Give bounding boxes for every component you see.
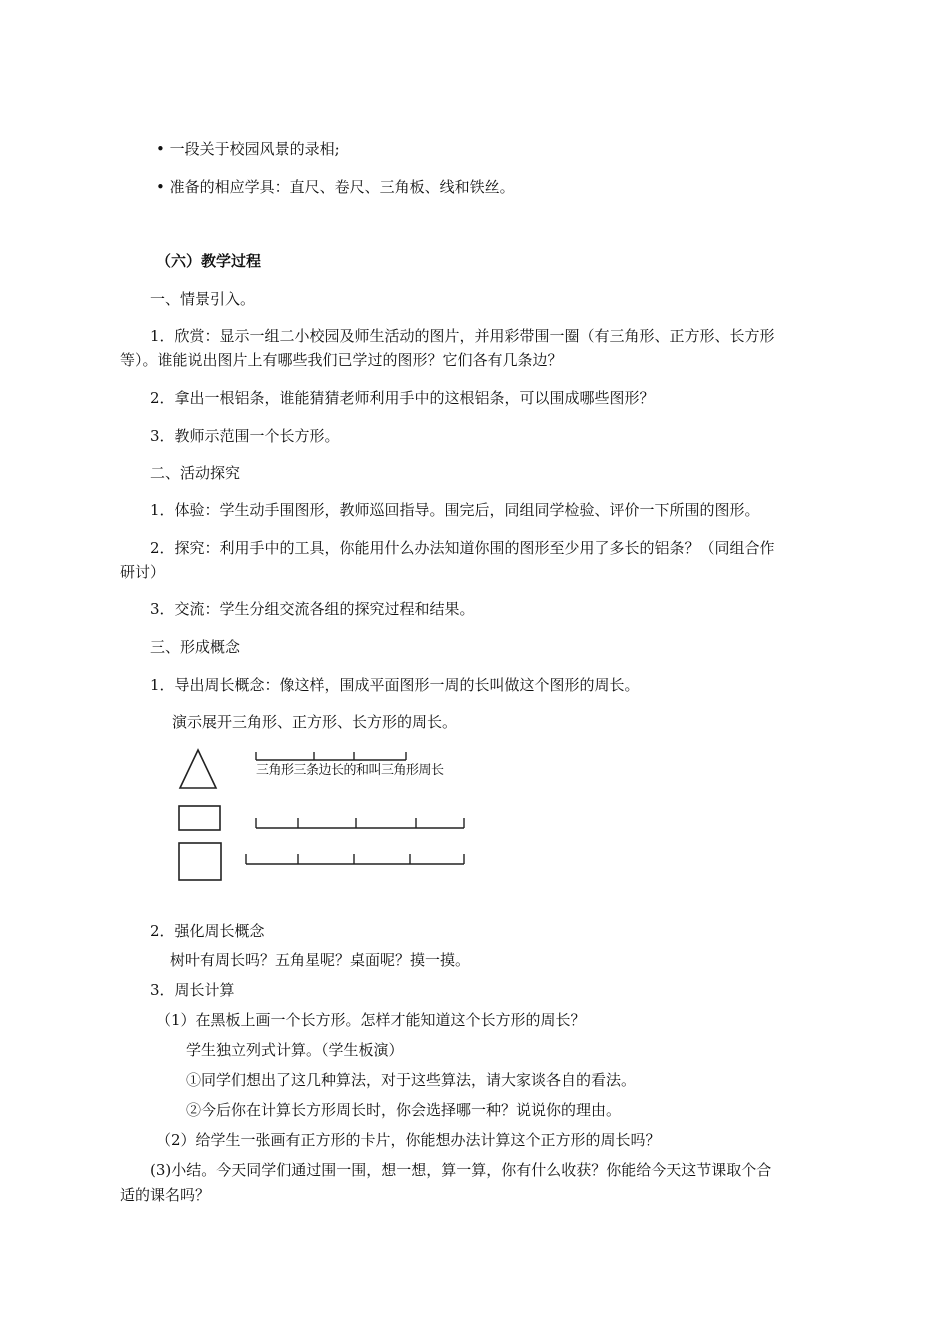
part1-p3: 3．教师示范围一个长方形。 bbox=[150, 427, 340, 445]
summary-line2: 适的课名吗？ bbox=[120, 1186, 211, 1204]
part1-title: 一、情景引入。 bbox=[150, 290, 256, 308]
square-unfolded-line bbox=[256, 818, 464, 828]
materials-item-tools: • 准备的相应学具：直尺、卷尺、三角板、线和铁丝。 bbox=[156, 178, 515, 196]
section-heading: （六）教学过程 bbox=[156, 252, 262, 270]
part2-p1: 1．体验：学生动手围图形，教师巡回指导。围完后，同组同学检验、评价一下所围的图形。 bbox=[150, 501, 760, 519]
part1-p1-line1: 1．欣赏：显示一组二小校园及师生活动的图片，并用彩带围一圈（有三角形、正方形、长方形 bbox=[150, 327, 775, 345]
rectangle-unfolded-line bbox=[246, 854, 464, 864]
materials-item-video: • 一段关于校园风景的录相; bbox=[156, 140, 340, 158]
part3-p2-body: 树叶有周长吗？五角星呢？桌面呢？摸一摸。 bbox=[170, 951, 471, 969]
triangle-shape bbox=[180, 750, 216, 788]
question-1-step-c: ②今后你在计算长方形周长时，你会选择哪一种？说说你的理由。 bbox=[186, 1101, 622, 1119]
part3-title: 三、形成概念 bbox=[150, 638, 241, 656]
question-2: （2）给学生一张画有正方形的卡片，你能想办法计算这个正方形的周长吗？ bbox=[156, 1131, 661, 1149]
part1-p2: 2．拿出一根铝条，谁能猜猜老师利用手中的这根铝条，可以围成哪些图形？ bbox=[150, 389, 655, 407]
part3-p2-title: 2．强化周长概念 bbox=[150, 922, 265, 940]
part2-title: 二、活动探究 bbox=[150, 464, 241, 482]
question-1: （1）在黑板上画一个长方形。怎样才能知道这个长方形的周长？ bbox=[156, 1011, 586, 1029]
part2-p2-line1: 2．探究：利用手中的工具，你能用什么办法知道你围的图形至少用了多长的铝条？（同组合作 bbox=[150, 539, 775, 557]
part3-p1: 1．导出周长概念：像这样，围成平面图形一周的长叫做这个图形的周长。 bbox=[150, 676, 640, 694]
part3-demo: 演示展开三角形、正方形、长方形的周长。 bbox=[172, 713, 458, 731]
part3-p3-title: 3．周长计算 bbox=[150, 981, 235, 999]
question-1-step-b: ①同学们想出了这几种算法，对于这些算法，请大家谈各自的看法。 bbox=[186, 1071, 637, 1089]
large-square-shape bbox=[179, 843, 221, 880]
part2-p3: 3．交流：学生分组交流各组的探究过程和结果。 bbox=[150, 600, 475, 618]
question-1-step-a: 学生独立列式计算。（学生板演） bbox=[186, 1041, 404, 1059]
small-square-shape bbox=[179, 806, 220, 830]
figure-caption: 三角形三条边长的和叫三角形周长 bbox=[256, 763, 444, 778]
triangle-unfolded-line bbox=[256, 752, 406, 760]
summary-line1: (3)小结。今天同学们通过围一围，想一想，算一算，你有什么收获？你能给今天这节课取个合 bbox=[150, 1161, 772, 1179]
part2-p2-line2: 研讨） bbox=[120, 563, 166, 581]
part1-p1-line2: 等）。谁能说出图片上有哪些我们已学过的图形？它们各有几条边？ bbox=[120, 351, 563, 369]
